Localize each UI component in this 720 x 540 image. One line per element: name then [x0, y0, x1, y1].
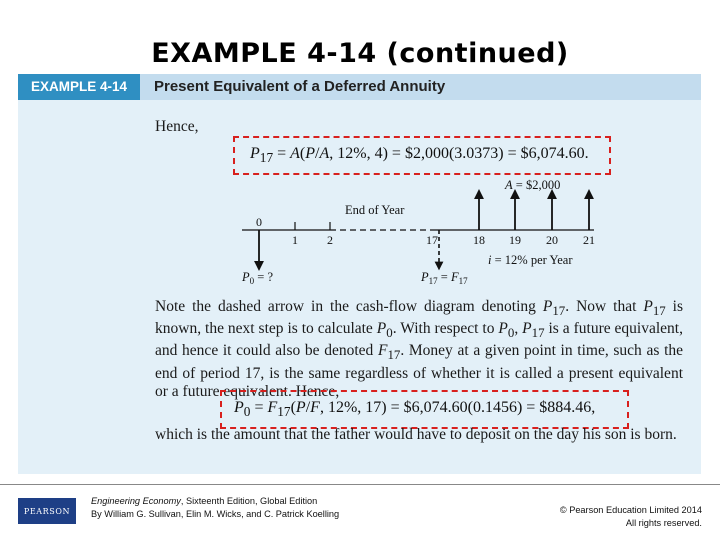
axis-label: End of Year — [345, 203, 405, 217]
copyright-text: © Pearson Education Limited 2014 — [559, 505, 702, 515]
rate-label: i = 12% per Year — [488, 253, 573, 267]
tick-label-20: 20 — [546, 233, 558, 247]
tick-label-1: 1 — [292, 233, 298, 247]
example-panel — [18, 74, 701, 474]
pearson-logo — [18, 498, 76, 524]
logo-text: PEARSON — [23, 506, 71, 516]
tick-label-21: 21 — [583, 233, 595, 247]
tick-label-19: 19 — [509, 233, 521, 247]
tick-label-0: 0 — [256, 215, 262, 229]
conclusion-text: which is the amount that the father would have to deposit on the day his son is born. — [155, 426, 677, 443]
book-authors: By William G. Sullivan, Elin M. Wicks, and C. Patrick Koelling — [91, 509, 340, 519]
equation2: $P_0 = F_{17}(P/F$, 12%, 17) = $6,074.60(0.1456) = $884.46, — [234, 399, 596, 420]
example-label: EXAMPLE 4-14 — [18, 74, 140, 100]
book-edition: , Sixteenth Edition, Global Edition — [180, 496, 318, 506]
footer-citation — [91, 495, 339, 521]
book-title: Engineering Economy — [91, 496, 181, 506]
slide-title: EXAMPLE 4-14 (continued) — [151, 38, 569, 69]
annuity-label: A = $2,000 — [505, 178, 561, 192]
hence-text: Hence, — [155, 118, 199, 135]
p17-label: $P_{17} = F_{17}$ — [421, 270, 468, 286]
tick-label-2: 2 — [327, 233, 333, 247]
footer-copyright — [560, 504, 702, 530]
p0-label: $P_0$ = ? — [242, 270, 273, 286]
tick-label-18: 18 — [473, 233, 485, 247]
cash-flow-diagram — [18, 174, 701, 296]
example-header — [18, 74, 701, 100]
equation1: $P_{17} = A(P/A$, 12%, 4) = $2,000(3.0373) = $6,074.60. — [250, 145, 589, 166]
footer-divider — [0, 484, 720, 485]
tick-label-17: 17 — [426, 233, 438, 247]
rights-text: All rights reserved. — [625, 518, 702, 528]
explanation-paragraph: Note the dashed arrow in the cash-flow diagram denoting $P_{17}$. Now that $P_{17}$ is known, the next step is to calculate $P_0$. With respect to $P_0$, $P_{17}$ is a future equivalent, and hence it could also be denoted $F_{17}$. Money at a given point in time, such as the end of period 17, is the same regardless of whether it is called a present equivalent or a future equivalent. Hence, — [155, 298, 683, 400]
example-title: Present Equivalent of a Deferred Annuity — [154, 78, 446, 95]
